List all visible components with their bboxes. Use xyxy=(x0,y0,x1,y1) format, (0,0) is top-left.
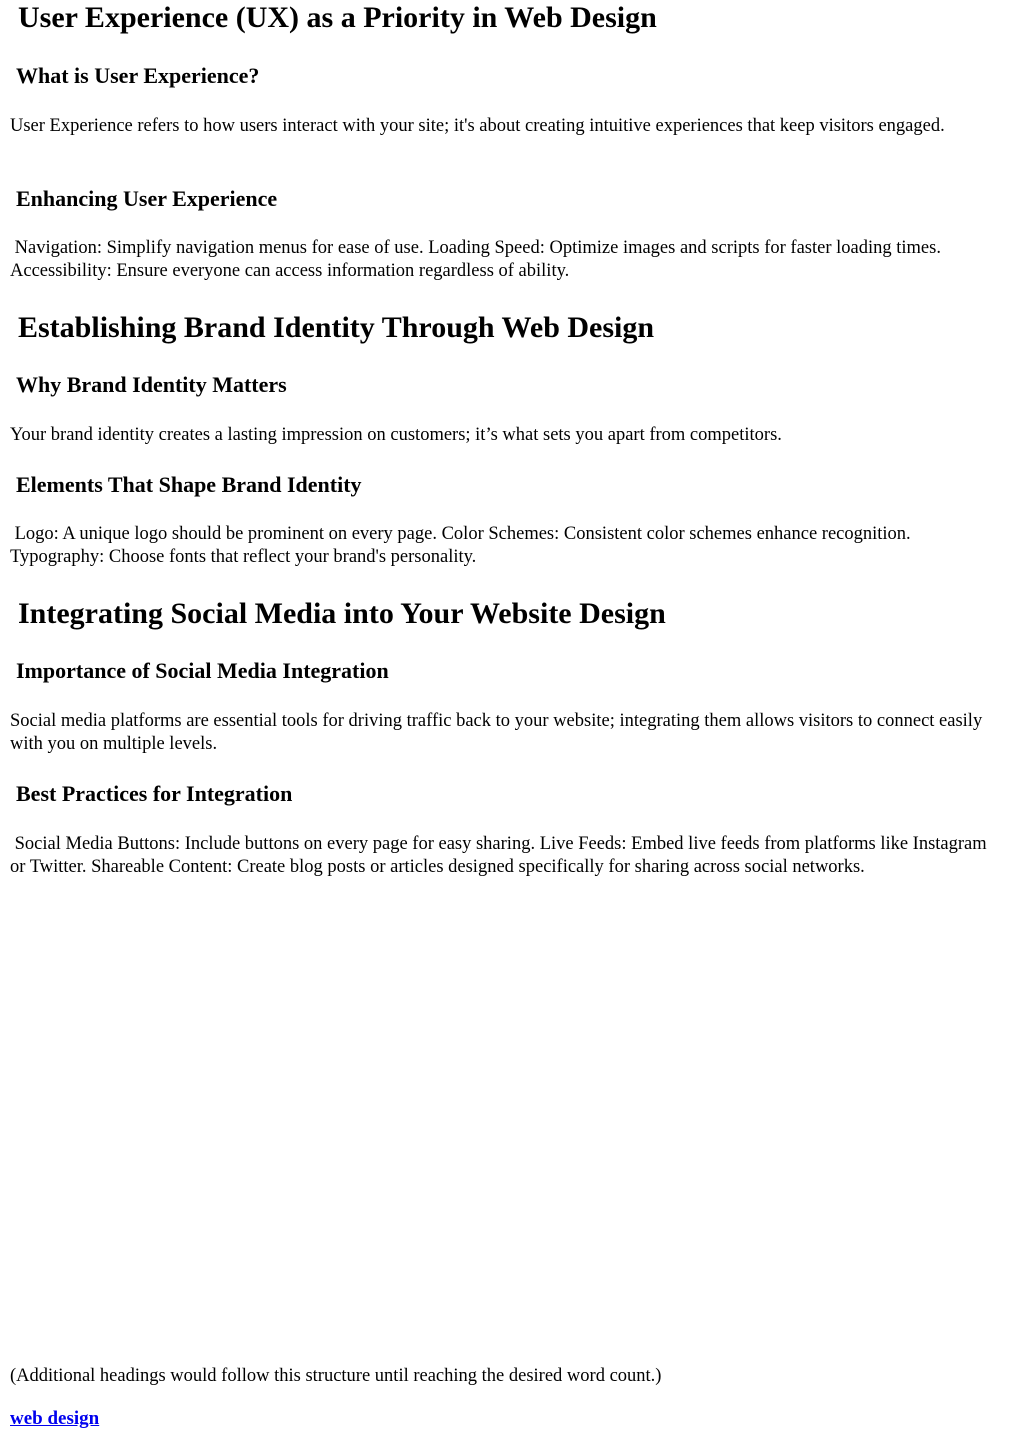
paragraph-best-practices-text: Social Media Buttons: Include buttons on every page for easy sharing. Live Feeds: Embed live feeds from platforms like Instagram or Twitter. Shareable Content: Create blog posts or articles designed specifically for sharing across social networks. xyxy=(10,834,987,877)
paragraph-enhancing-ux xyxy=(10,237,1005,283)
subheading-importance-social: Importance of Social Media Integration xyxy=(16,658,389,683)
subheading-what-is-ux: What is User Experience? xyxy=(16,63,260,88)
paragraph-elements-brand-identity xyxy=(10,523,940,569)
web-design-link[interactable]: web design xyxy=(10,1408,100,1429)
paragraph-best-practices xyxy=(10,833,1005,879)
subheading-why-brand-identity: Why Brand Identity Matters xyxy=(16,372,287,397)
closing-note: (Additional headings would follow this structure until reaching the desired word count.) xyxy=(10,1366,662,1386)
paragraph-elements-brand-identity-text: Logo: A unique logo should be prominent on every page. Color Schemes: Consistent color schemes enhance recognition. Typography: Choose fonts that reflect your brand's personality. xyxy=(10,524,911,567)
section-title-brand-identity: Establishing Brand Identity Through Web Design xyxy=(18,311,655,344)
section-title-social-media: Integrating Social Media into Your Website Design xyxy=(18,597,666,630)
section-title-ux: User Experience (UX) as a Priority in Web Design xyxy=(18,1,657,34)
subheading-elements-brand-identity: Elements That Shape Brand Identity xyxy=(16,472,362,497)
paragraph-enhancing-ux-text: Navigation: Simplify navigation menus for ease of use. Loading Speed: Optimize images and scripts for faster loading times. Accessibility: Ensure everyone can access information regardless of ability. xyxy=(10,238,941,281)
subheading-enhancing-ux: Enhancing User Experience xyxy=(16,186,278,211)
subheading-best-practices: Best Practices for Integration xyxy=(16,781,293,806)
paragraph-what-is-ux: User Experience refers to how users interact with your site; it's about creating intuitive experiences that keep visitors engaged. xyxy=(10,116,945,136)
footer-link-container xyxy=(10,1408,99,1430)
paragraph-why-brand-identity: Your brand identity creates a lasting impression on customers; it’s what sets you apart from competitors. xyxy=(10,425,782,445)
paragraph-importance-social: Social media platforms are essential tools for driving traffic back to your website; integrating them allows visitors to connect easily with you on multiple levels. xyxy=(10,711,983,754)
